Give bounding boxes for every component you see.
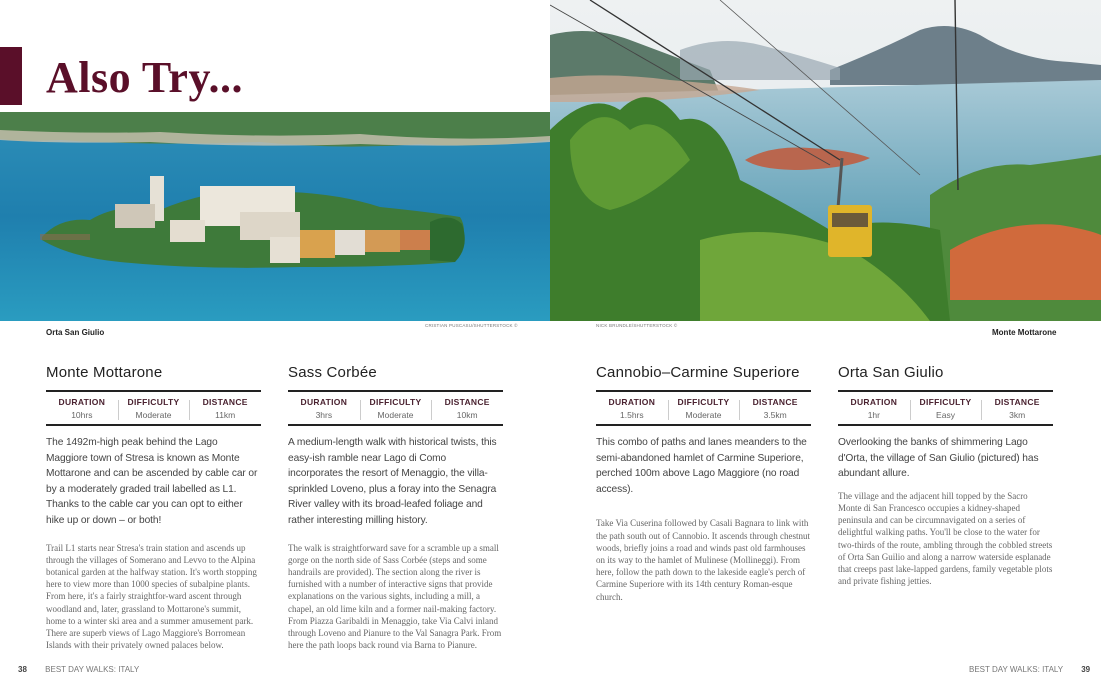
page-title: Also Try... xyxy=(46,53,244,102)
stat-value: 1hr xyxy=(867,409,880,420)
walk-intro: The 1492m-high peak behind the Lago Maggiore town of Stresa is known as Monte Mottarone and can be ascended by cable car or by a moderately graded trail labelled as L1. Thanks to the cable car you can opt to either hike up or down – or both! xyxy=(46,437,258,526)
stat-value: 3.5km xyxy=(763,409,787,420)
walk-intro: This combo of paths and lanes meanders to the semi-abandoned hamlet of Carmine Superiore, perched 100m above Lago Maggiore (no road access). xyxy=(596,437,807,495)
running-title-right: BEST DAY WALKS: ITALY xyxy=(969,665,1063,674)
walk-body: Take Via Cuserina followed by Casali Bagnara to link with the path south out of Cannobio. It ascends through chestnut woods, briefly joins a road and winds past old farmhouses on its way to the hamlet of Mulinese (Mollineggi). From here, follow the path down to the lakeside eagle's perch of Carmine Superiore with its 14th century Roman-esque church. xyxy=(596,518,810,602)
stat-label: DIFFICULTY xyxy=(127,396,180,407)
walk-cannobio-carmine-superiore xyxy=(596,364,811,603)
stat-value: 10km xyxy=(456,409,478,420)
stat-label: DISTANCE xyxy=(444,396,490,407)
stat-label: DIFFICULTY xyxy=(369,396,422,407)
stat-label: DURATION xyxy=(300,396,348,407)
running-title-left: BEST DAY WALKS: ITALY xyxy=(45,665,140,674)
cable-car-photo xyxy=(550,0,1101,321)
stat-value: 10hrs xyxy=(71,409,93,420)
walk-stats xyxy=(838,390,1053,426)
stat-value: 3km xyxy=(1009,409,1026,420)
walk-orta-san-giulio xyxy=(838,364,1053,587)
walk-stats xyxy=(596,390,811,426)
stat-label: DISTANCE xyxy=(202,396,248,407)
page-number-right: 39 xyxy=(1081,665,1091,674)
stat-duration xyxy=(596,397,668,420)
stat-value: 11km xyxy=(215,409,236,420)
stat-distance xyxy=(739,397,811,420)
walk-intro: A medium-length walk with historical twists, this easy-ish ramble near Lago di Como incorporates the resort of Menaggio, the villa-sprinkled Loveno, plus a foray into the Senagra River valley with its broad-leafed foliage and rather interesting milling history. xyxy=(288,437,497,526)
walk-intro: Overlooking the banks of shimmering Lago d'Orta, the village of San Giulio (pictured) has abundant allure. xyxy=(838,437,1039,480)
footer-right xyxy=(969,665,1090,674)
stat-distance xyxy=(431,397,503,420)
stat-value: Moderate xyxy=(135,409,172,420)
walk-title: Monte Mottarone xyxy=(46,364,163,381)
lake-island-photo xyxy=(0,112,550,321)
stat-value: Moderate xyxy=(685,409,722,420)
walk-title: Sass Corbée xyxy=(288,364,377,381)
stat-value: Easy xyxy=(936,409,955,420)
walk-stats xyxy=(288,390,503,426)
walk-body: The village and the adjacent hill topped by the Sacro Monte di San Francesco occupies a kidney-shaped peninsula and can be circumnavigated on a series of delightful walking paths. You'll be close to the water for two-thirds of the route, ambling through the cobbled streets of Orta San Guilio and along a narrow waterside esplanade that creeps past lake-lapped gardens, family vegetable plots and private fishing jetties. xyxy=(838,490,1053,587)
stat-difficulty xyxy=(360,397,432,420)
stat-duration xyxy=(838,397,910,420)
stat-value: Moderate xyxy=(377,409,414,420)
stat-value: 1.5hrs xyxy=(620,409,644,420)
stat-duration xyxy=(46,397,118,420)
title-accent-bar xyxy=(0,47,22,105)
page-number-left: 38 xyxy=(18,665,27,674)
stat-difficulty xyxy=(118,397,190,420)
stat-duration xyxy=(288,397,360,420)
photo-caption-right: Monte Mottarone xyxy=(992,328,1057,337)
walk-title: Orta San Giulio xyxy=(838,364,944,381)
stat-label: DURATION xyxy=(850,396,898,407)
walk-monte-mottarone xyxy=(46,364,261,651)
photo-credit-left: CRISTIAN PUSCASU/SHUTTERSTOCK © xyxy=(425,323,518,328)
walk-stats xyxy=(46,390,261,426)
footer-left xyxy=(18,665,139,674)
photo-caption-left: Orta San Giulio xyxy=(46,328,105,337)
walk-body: Trail L1 starts near Stresa's train station and ascends up through the villages of Somerano and Levvo to the Alpina botanical garden at the halfway station. It's worth stopping here to view more than 1000 species of subalpine plants. From here, it's a fairly straightfor-ward ascent through woodland and, later, grassland to Mottarone's summit, home to a winter ski area and a summer amusement park. There are superb views of Lago Maggiore's Borromean Islands with their privately owned palaces below. xyxy=(46,542,257,651)
stat-difficulty xyxy=(910,397,982,420)
stat-label: DIFFICULTY xyxy=(677,396,730,407)
stat-label: DIFFICULTY xyxy=(919,396,972,407)
stat-label: DURATION xyxy=(58,396,106,407)
stat-label: DISTANCE xyxy=(752,396,798,407)
stat-value: 3hrs xyxy=(315,409,333,420)
photo-credit-right: NICK BRUNDLE/SHUTTERSTOCK © xyxy=(596,323,678,328)
walk-title: Cannobio–Carmine Superiore xyxy=(596,364,800,381)
walk-sass-corbee xyxy=(288,364,503,651)
stat-distance xyxy=(981,397,1053,420)
stat-distance xyxy=(189,397,261,420)
stat-difficulty xyxy=(668,397,740,420)
stat-label: DISTANCE xyxy=(994,396,1040,407)
stat-label: DURATION xyxy=(608,396,656,407)
walk-body: The walk is straightforward save for a scramble up a small gorge on the north side of Sass Corbée (steps and some handrails are provided). The section along the river is furnished with a number of interactive signs that provide explanations on the various sights, including a mill, a chapel, an old lime kiln and a former nail-making factory. From Piazza Garibaldi in Menaggio, take Via Calvi inland through Loveno and Pianure to the Val Sanagra Park. From here the path loops back round via Barna to Pianure. xyxy=(288,542,502,651)
